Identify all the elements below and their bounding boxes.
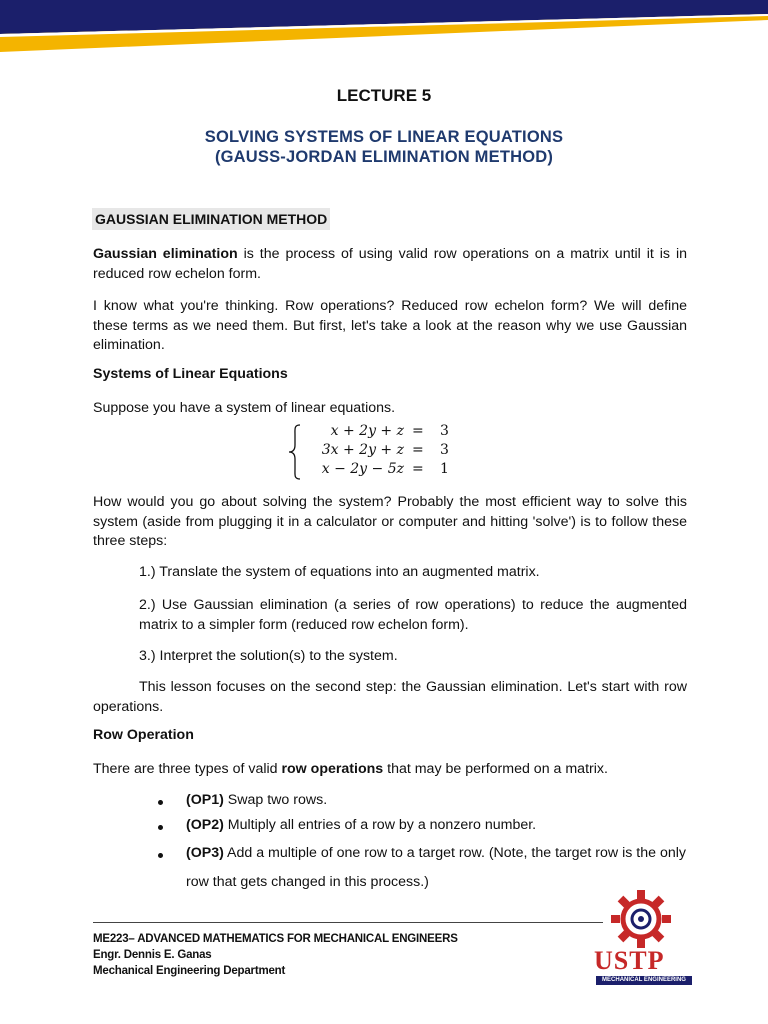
bullet-icon bbox=[158, 800, 163, 805]
suppose-text: Suppose you have a system of linear equations. bbox=[93, 400, 396, 416]
equation-3-rhs: 1 bbox=[440, 461, 449, 477]
step-2: 2.) Use Gaussian elimination (a series of row operations) to reduce the augmented matrix to a simpler form (reduced row echelon form). bbox=[139, 597, 687, 633]
op3-tag: (OP3) bbox=[186, 845, 224, 861]
row-op-intro bbox=[93, 760, 687, 780]
step-1: 1.) Translate the system of equations into an augmented matrix. bbox=[139, 564, 540, 580]
equation-2-lhs: 3x + 2y + z bbox=[321, 442, 404, 458]
footer-course: ME223– ADVANCED MATHEMATICS FOR MECHANICAL ENGINEERS bbox=[93, 933, 458, 945]
step-3: 3.) Interpret the solution(s) to the system. bbox=[139, 648, 398, 664]
main-title-line2: (GAUSS-JORDAN ELIMINATION METHOD) bbox=[214, 148, 554, 166]
equation-1-lhs: x + 2y + z bbox=[330, 423, 404, 439]
op2-tag: (OP2) bbox=[186, 817, 224, 833]
equation-system bbox=[288, 423, 458, 481]
how-paragraph: How would you go about solving the system? Probably the most efficient way to solve this system (aside from plugging it in a calculator or computer and hitting 'solve') is to follow these three steps: bbox=[93, 494, 687, 549]
op1-tag: (OP1) bbox=[186, 792, 224, 808]
focus-paragraph: This lesson focuses on the second step: the Gaussian elimination. Let's start with row operations. bbox=[93, 679, 687, 715]
op2-text bbox=[186, 811, 686, 840]
equation-1-op: = bbox=[412, 423, 424, 439]
ustp-logo bbox=[588, 886, 698, 992]
equation-3-op: = bbox=[412, 461, 424, 477]
bullet-icon bbox=[158, 853, 163, 858]
main-title-line1: SOLVING SYSTEMS OF LINEAR EQUATIONS bbox=[204, 128, 564, 146]
footer-instructor: Engr. Dennis E. Ganas bbox=[93, 949, 212, 961]
systems-heading: Systems of Linear Equations bbox=[93, 366, 288, 382]
op2-body: Multiply all entries of a row by a nonzero number. bbox=[223, 817, 537, 833]
left-brace-icon bbox=[288, 423, 302, 481]
intro-term: Gaussian elimination bbox=[93, 246, 238, 262]
logo-subtitle: MECHANICAL ENGINEERING bbox=[596, 976, 692, 985]
row-op-intro-bold: row operations bbox=[281, 761, 384, 777]
bullet-icon bbox=[158, 825, 163, 830]
equation-2-rhs: 3 bbox=[440, 442, 449, 458]
section-heading: GAUSSIAN ELIMINATION METHOD bbox=[92, 208, 330, 230]
row-operation-heading: Row Operation bbox=[93, 727, 194, 743]
footer-divider bbox=[93, 922, 603, 923]
lecture-title: LECTURE 5 bbox=[336, 86, 432, 105]
logo-name: USTP bbox=[594, 946, 665, 975]
paragraph-thinking: I know what you're thinking. Row operations? Reduced row echelon form? We will define these terms as we need them. But first, let's take a look at the reason why we use Gaussian elimination. bbox=[93, 298, 687, 353]
row-op-intro-pre: There are three types of valid bbox=[93, 761, 282, 777]
footer-department: Mechanical Engineering Department bbox=[93, 965, 286, 977]
equation-2-op: = bbox=[412, 442, 424, 458]
op3-body: Add a multiple of one row to a target row. (Note, the target row is the only row that gets changed in this process.) bbox=[186, 845, 686, 890]
gear-icon bbox=[608, 888, 674, 950]
row-op-intro-post: that may be performed on a matrix. bbox=[383, 761, 608, 777]
intro-rest: is the process of using valid row operations on a matrix until it is in reduced row echelon form. bbox=[93, 246, 687, 282]
intro-paragraph bbox=[93, 245, 687, 284]
equation-3-lhs: x − 2y − 5z bbox=[321, 461, 404, 477]
op1-body: Swap two rows. bbox=[223, 792, 328, 808]
header-band bbox=[0, 0, 768, 60]
equation-1-rhs: 3 bbox=[440, 423, 449, 439]
